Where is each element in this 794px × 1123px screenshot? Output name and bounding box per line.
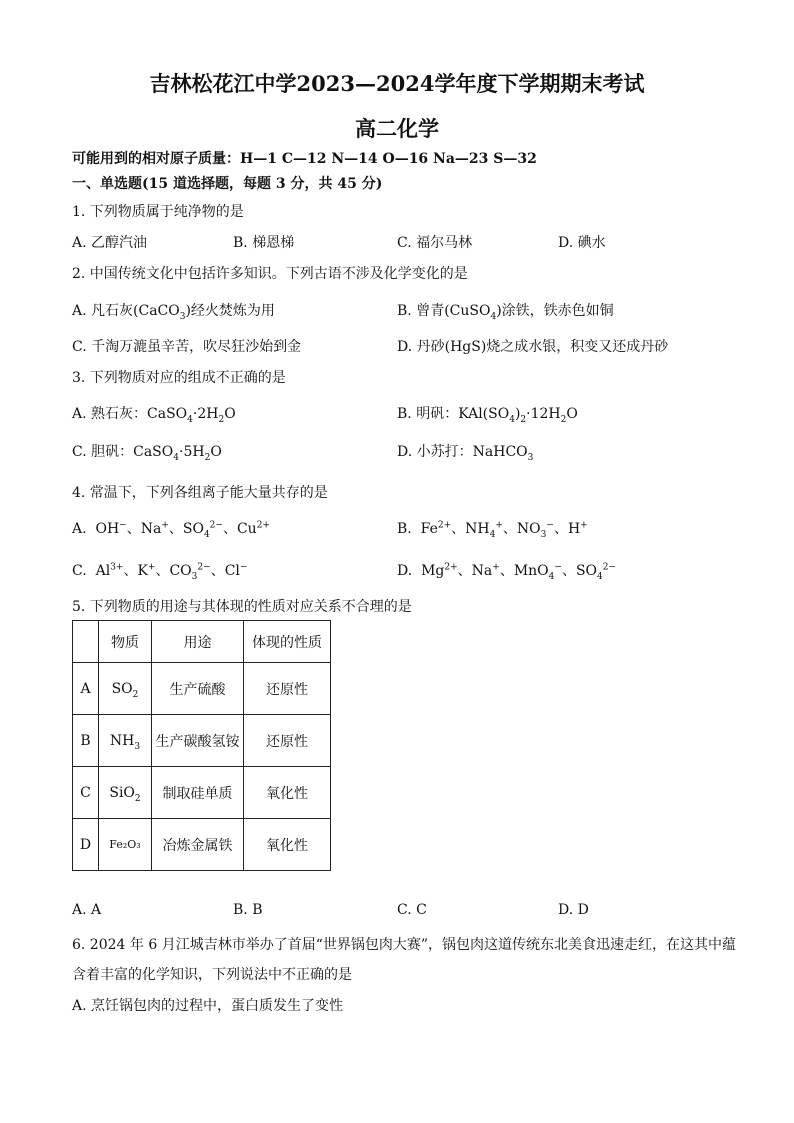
option-cell: A — [73, 663, 99, 715]
q5-option-b: B. B — [233, 902, 263, 918]
substance-cell: Fe₂O₃ — [99, 819, 152, 871]
table-row — [73, 767, 331, 819]
table-header: 体现的性质 — [244, 621, 331, 663]
q2-option-b: B. 曾青(CuSO$_4$)涂铁，铁赤色如铜 — [397, 303, 614, 322]
q1-stem: 1. 下列物质属于纯净物的是 — [72, 204, 244, 220]
option-cell: C — [73, 767, 99, 819]
q3-option-c: C. 胆矾：$CaSO_4\cdot 5H_2O$ — [72, 444, 222, 463]
table-header: 物质 — [99, 621, 152, 663]
property-cell: 氧化性 — [244, 767, 331, 819]
q4-option-b: B. $Fe^{2+}$、$NH_4^+$、$NO_3^-$、H+ — [397, 520, 588, 540]
table-row — [73, 663, 331, 715]
q1-option-a: A. 乙醇汽油 — [72, 235, 148, 251]
table-row — [73, 715, 331, 767]
q6-option-a: A. 烹饪锅包肉的过程中，蛋白质发生了变性 — [72, 998, 344, 1014]
q3-option-b: B. 明矾：$KAl(SO_4)_2\cdot 12H_2O$ — [397, 406, 578, 425]
section-heading: 一、单选题(15 道选择题，每题 3 分，共 45 分) — [72, 176, 383, 192]
q4-option-a: A. OH−、Na+、$SO_4^{2-}$、$Cu^{2+}$ — [72, 520, 270, 540]
q1-option-c: C. 福尔马林 — [397, 235, 473, 251]
use-cell: 生产碳酸氢铵 — [152, 715, 244, 767]
q2-option-d: D. 丹砂(HgS)烧之成水银，积变又还成丹砂 — [397, 339, 669, 355]
q6-stem-line1: 6. 2024 年 6 月江城吉林市举办了首届“世界锅包肉大赛”，锅包肉这道传统东北美食迅速走红，在这其中蕴 — [72, 937, 737, 953]
option-cell: D — [73, 819, 99, 871]
substance-cell: SiO$_2$ — [99, 767, 152, 819]
q2-stem: 2. 中国传统文化中包括许多知识。下列古语不涉及化学变化的是 — [72, 266, 468, 282]
substance-cell: $NH_3$ — [99, 715, 152, 767]
property-cell: 氧化性 — [244, 819, 331, 871]
exam-title: 吉林松花江中学2023—2024学年度下学期期末考试 — [149, 71, 645, 96]
table-header — [73, 621, 99, 663]
q4-option-c: C. $Al^{3+}$、K+、$CO_3^{2-}$、Cl− — [72, 562, 248, 582]
option-cell: B — [73, 715, 99, 767]
q3-stem: 3. 下列物质对应的组成不正确的是 — [72, 370, 286, 386]
table-header: 用途 — [152, 621, 244, 663]
q3-option-d: D. 小苏打：NaHCO$_3$ — [397, 444, 534, 463]
q4-stem: 4. 常温下，下列各组离子能大量共存的是 — [72, 485, 328, 501]
table-row — [73, 819, 331, 871]
property-table — [72, 620, 331, 871]
q5-option-c: C. C — [397, 902, 427, 918]
q6-stem-line2: 含着丰富的化学知识，下列说法中不正确的是 — [72, 967, 352, 983]
property-cell: 还原性 — [244, 715, 331, 767]
q3-option-a: A. 熟石灰：$CaSO_4\cdot 2H_2O$ — [72, 406, 236, 425]
q1-option-b: B. 梯恩梯 — [233, 235, 295, 251]
atomic-masses: 可能用到的相对原子质量：H—1 C—12 N—14 O—16 Na—23 S—32 — [72, 151, 537, 167]
use-cell: 生产硫酸 — [152, 663, 244, 715]
use-cell: 冶炼金属铁 — [152, 819, 244, 871]
exam-subtitle: 高二化学 — [355, 116, 439, 141]
q5-option-a: A. A — [72, 902, 102, 918]
q2-option-c: C. 千淘万漉虽辛苦，吹尽狂沙始到金 — [72, 339, 302, 355]
q2-option-a: A. 凡石灰(CaCO$_3$)经火焚炼为用 — [72, 303, 275, 322]
q5-stem: 5. 下列物质的用途与其体现的性质对应关系不合理的是 — [72, 599, 412, 615]
table-header-row — [73, 621, 331, 663]
substance-cell: $SO_2$ — [99, 663, 152, 715]
use-cell: 制取硅单质 — [152, 767, 244, 819]
q4-option-d: D. $Mg^{2+}$、Na+、MnO$_4$−、$SO_4^{2-}$ — [397, 562, 617, 582]
q1-option-d: D. 碘水 — [558, 235, 606, 251]
q5-option-d: D. D — [558, 902, 589, 918]
property-cell: 还原性 — [244, 663, 331, 715]
